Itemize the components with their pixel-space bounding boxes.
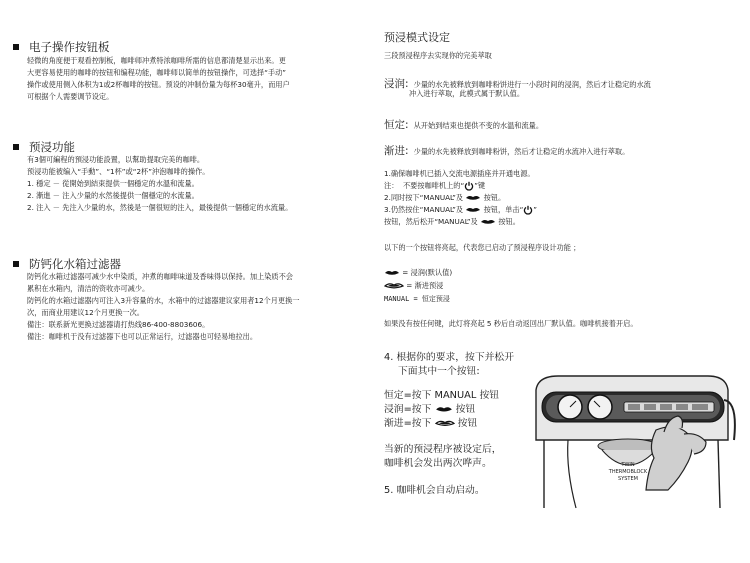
mode-text: 少量的水先被释放到咖啡粉饼，然后才让稳定的水流冲入进行萃取。 [413, 147, 630, 156]
mode-label: 浸润: [384, 78, 409, 90]
single-cup-button-icon [465, 194, 481, 202]
double-cup-button-icon [435, 419, 455, 428]
step-4-line2: 下面其中一个按钮: [398, 366, 480, 377]
preinfusion-intro: 三段预浸程序去实现你的完美萃取 [384, 51, 492, 60]
program-confirm-text: 以下的一个按钮将亮起，代表您已启动了预浸程序设计功能 ； [384, 243, 581, 252]
paragraph-line: 備注：联系新光更换过滤器请打热线86-400-8803606。 [27, 320, 210, 329]
paragraph-line: 次，而商业用建议12个月更换一次。 [27, 308, 144, 317]
paragraph-line: 備注：咖啡机于没有过滤器下也可以正常运行，过滤器也可轻易地拉出。 [27, 332, 258, 341]
step-1: 1.确保咖啡机已插入交流电源插座并开通电源。 [384, 169, 535, 178]
after-set-line1: 当新的预浸程序被设定后， [384, 444, 502, 455]
option-constant: 恒定=按下 MANUAL 按钮 [384, 390, 500, 401]
legend-progressive: = 渐进预浸 [384, 281, 443, 291]
paragraph-line: 防钙化的水箱过滤器内可注入3升容量的水，水箱中的过滤器建议家用者12个月更换一 [27, 296, 300, 305]
step-5: 5. 咖啡机会自动启动。 [384, 485, 485, 496]
mode-constant [384, 113, 543, 132]
bullet-square-icon [13, 144, 19, 150]
step-3: 3.仍然按住“MANUAL”及 按钮，单击“ ” [384, 205, 538, 214]
coffee-machine-illustration [528, 370, 738, 510]
section-heading-preinfusion: 预浸功能 [13, 139, 75, 155]
bullet-square-icon [13, 44, 19, 50]
mode-text: 少量的水先被释放到咖啡粉饼进行一小段时间的浸润，然后才让稳定的水流 [413, 80, 651, 89]
paragraph-line: 预浸功能被编入“手動”、“1杯”或“2杯”沖泡咖啡的操作。 [27, 167, 210, 176]
paragraph-line: 有3個可編程的預浸功能設置，以幫助提取完美的咖啡。 [27, 155, 205, 164]
single-cup-button-icon [480, 218, 496, 226]
mode-label: 渐进: [384, 145, 409, 157]
option-soak: 浸润=按下 按钮 [384, 404, 476, 415]
double-cup-button-icon [384, 282, 404, 290]
step-note: 注： 不要按咖啡机上的“ ”键 [384, 181, 486, 190]
paragraph-line: 防钙化水箱过滤器可减少水中染质，冲煮的咖啡味道及香味得以保持。加上染质不会 [27, 272, 293, 281]
single-cup-button-icon [465, 206, 481, 214]
svg-text:SYSTEM: SYSTEM [618, 476, 638, 482]
paragraph-line: 轻微的角度便于观看控制板，咖啡师冲煮特浓咖啡所需的信息都清楚显示出来。更 [27, 56, 286, 65]
step-4-line1: 4. 根据你的要求，按下并松开 [384, 352, 515, 363]
option-progressive: 渐进=按下 按钮 [384, 418, 478, 429]
single-cup-button-icon [435, 405, 453, 414]
mode-progressive [384, 139, 629, 158]
paragraph-line: 累积在水箱内，清洁的资收亦可减少。 [27, 284, 150, 293]
single-cup-button-icon [384, 269, 400, 277]
power-icon [464, 181, 474, 191]
paragraph-line: 1. 穩定 － 從開始到結束提供一個穩定的水溫和流量。 [27, 179, 199, 188]
paragraph-line: 可根据个人需要调节设定。 [27, 92, 114, 101]
paragraph-line: 2. 漸進 － 注入少量的水然後提供一個穩定的水流量。 [27, 191, 199, 200]
bullet-square-icon [13, 261, 19, 267]
mode-text: 从开始到结束也提供不变的水温和流量。 [413, 121, 544, 130]
svg-text:TWIN: TWIN [621, 462, 635, 468]
svg-text:THERMOBLOCK: THERMOBLOCK [608, 469, 648, 475]
preinfusion-mode-title: 预浸模式设定 [384, 31, 450, 44]
legend-soak: = 浸润(默认值) [384, 268, 452, 278]
power-icon [523, 205, 533, 215]
paragraph-line: 大更容易使用的咖啡的按钮和编程功能，咖啡师以简单的按钮操作，可选择“手动” [27, 68, 287, 77]
legend-manual: MANUAL = 恒定预浸 [384, 295, 450, 303]
after-set-line2: 咖啡机会发出两次哗声。 [384, 458, 492, 469]
mode-text-continued: 冲入进行萃取，此模式属于默认值。 [409, 89, 525, 98]
step-3-continued: 按钮，然后松开“MANUAL”及 按钮。 [384, 217, 520, 226]
paragraph-line: 操作或使用侧入体积为1或2杯咖啡的按钮。预设的冲制份量为每杯30毫升，而用户 [27, 80, 290, 89]
step-2: 2.同时按下“MANUAL”及 按钮。 [384, 193, 506, 202]
paragraph-line: 2. 注入 － 先注入少量的水，然後是一個很短的注入，最後提供一個穩定的水流量。 [27, 203, 293, 212]
section-heading-control-panel: 电子操作按钮板 [13, 39, 110, 55]
right-column [375, 0, 750, 563]
mode-label: 恒定: [384, 119, 409, 131]
control-panel-paragraph [27, 55, 290, 103]
section-heading-filter: 防钙化水箱过滤器 [13, 256, 121, 272]
filter-paragraph [27, 271, 299, 343]
preinfusion-paragraph [27, 154, 292, 214]
timeout-text: 如果没有按任何键，此灯将亮起 5 秒后自动返回出厂默认值。咖啡机接着开启。 [384, 319, 638, 328]
